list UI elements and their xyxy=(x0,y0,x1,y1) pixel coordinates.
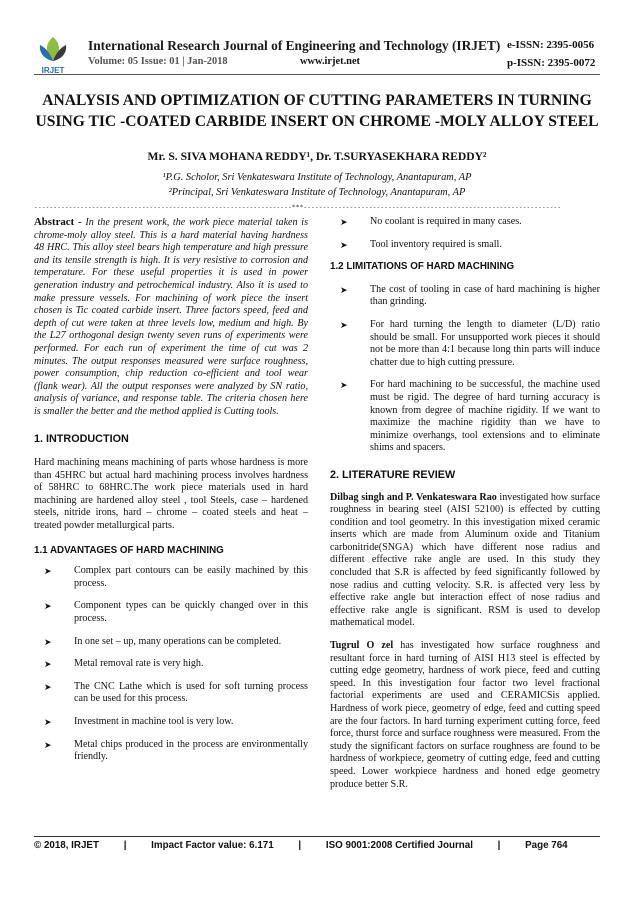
list-item: ➤ Component types can be quickly changed over in this process. xyxy=(44,600,308,625)
title-line-2: USING TIC -COATED CARBIDE INSERT ON CHROME -MOLY ALLOY STEEL xyxy=(35,113,599,130)
list-item: ➤ For hard machining to be successful, the machine used must be rigid. The degree of hard turning accuracy is known from degree of machine rigidity. If we want to maximize the machine rigidity than we have to minimize overhangs, tool extensions and to eliminate shims and spacers. xyxy=(340,379,600,454)
literature-review xyxy=(330,492,600,792)
eissn: e-ISSN: 2395-0056 xyxy=(507,39,595,51)
abstract xyxy=(34,216,308,419)
paper-title xyxy=(34,90,600,132)
arrow-bullet-icon: ➤ xyxy=(340,380,348,391)
list-item: ➤ Metal chips produced in the process are environmentally friendly. xyxy=(44,738,308,763)
limitations-heading: 1.2 LIMITATIONS OF HARD MACHINING xyxy=(330,261,515,273)
list-item: ➤ No coolant is required in many cases. xyxy=(340,216,522,227)
advantages-list xyxy=(34,565,308,764)
list-item: ➤ Metal removal rate is very high. xyxy=(44,658,204,670)
arrow-bullet-icon: ➤ xyxy=(44,739,52,750)
footer-copyright: © 2018, IRJET xyxy=(34,840,99,851)
affiliation-2: ²Principal, Sri Venkateswara Institute of Technology, Anantapuram, AP xyxy=(168,187,466,198)
literature-heading: 2. LITERATURE REVIEW xyxy=(330,468,456,481)
abstract-text: In the present work, the work piece material taken is chrome-moly alloy steel. This is a hard material having hardness 48 HRC. This alloy steel bears high temperature and high pressure and its tensile strength is high. It is very resistive to corrosion and temperature. For these useful properties it is used in power generation industry and petrochemical industry. Also it is used to make pressure vessels. For machining of work piece the insert chosen is Tic coated carbide insert. Three factors speed, feed and depth of cut were taken at three levels low, medium and high. By the L27 orthogonal design twenty seven runs of experiments were performed. For each run of experiment the time of cut was 2 minutes. The output responses measured were surface roughness, power consumption, chip reduction co-efficient and tool wear (flank wear). All the output responses were analyzed by SN ratio, analysis of variance, and response table. The criteria chosen here is smaller the better and the method applied is Cutting tools. xyxy=(34,217,309,417)
arrow-bullet-icon: ➤ xyxy=(44,659,52,670)
journal-title: International Research Journal of Engineering and Technology (IRJET) xyxy=(88,38,501,53)
logo-text: IRJET xyxy=(41,66,65,75)
list-item: ➤ Complex part contours can be easily machined by this process. xyxy=(44,565,308,589)
list-item: ➤ In one set – up, many operations can be completed. xyxy=(44,635,282,647)
author-name: Tugrul O zel xyxy=(330,640,394,652)
arrow-bullet-icon: ➤ xyxy=(44,636,52,647)
literature-paragraph-1: Dilbag singh and P. Venkateswara Rao investigated how surface roughness in bearing steel (AISI 52100) is effected by cutting condition and tool geometry. In this investigation mixed ceramic inserts which are made from Aluminum oxide and Titanium carbonitride(SNGA) which have different nose radius and different effective rake angle are used. In this study they concluded that S.R is affected by feed significantly followed by nose radius and cutting velocity. S.R. is affected very less by effective rake angle but interaction effect of nose radius and effective rake angle is significant. RSM is used to develop mathematical model. xyxy=(330,491,601,629)
arrow-bullet-icon: ➤ xyxy=(340,217,348,227)
website-link[interactable]: www.irjet.net xyxy=(300,56,361,67)
pissn: p-ISSN: 2395-0072 xyxy=(507,57,596,69)
advantages-heading: 1.1 ADVANTAGES OF HARD MACHINING xyxy=(34,544,224,556)
arrow-bullet-icon: ➤ xyxy=(340,284,348,295)
limitations-list xyxy=(330,284,600,455)
list-item: ➤ The CNC Lathe which is used for soft turning process can be used for this process. xyxy=(44,680,308,705)
affiliation-1: ¹P.G. Scholor, Sri Venkateswara Institute of Technology, Anantapuram, AP xyxy=(162,172,472,183)
arrow-bullet-icon: ➤ xyxy=(44,681,52,692)
title-line-1: ANALYSIS AND OPTIMIZATION OF CUTTING PARAMETERS IN TURNING xyxy=(42,92,592,109)
arrow-bullet-icon: ➤ xyxy=(44,717,52,727)
abstract-label: Abstract - xyxy=(34,216,82,228)
arrow-bullet-icon: ➤ xyxy=(44,566,52,577)
arrow-bullet-icon: ➤ xyxy=(44,601,52,612)
header-divider xyxy=(34,74,600,75)
list-item: ➤ Tool inventory required is small. xyxy=(340,238,502,250)
arrow-bullet-icon: ➤ xyxy=(340,239,348,250)
footer-divider xyxy=(34,836,600,837)
list-item: ➤ For hard turning the length to diameter (L/D) ratio should be small. For unsupported work pieces it should not be more than 4:1 because long thin parts will induce chatter due to high cutting pressure. xyxy=(340,318,600,368)
footer-iso: ISO 9001:2008 Certified Journal xyxy=(325,840,473,851)
advantages-list-continued xyxy=(330,216,600,251)
footer-page-number: Page 764 xyxy=(525,840,568,851)
intro-text: Hard machining means machining of parts whose hardness is more than 45HRC but actual hard machining process involves hardness of 58HRC to 68HRC.The work piece materials used in hard machining are hardened alloy steel , tool Steels, case – hardened steels, nitride irons, hard – chrome – coated steels and heat – treated powder metallurgical parts. xyxy=(34,457,308,532)
footer-impact-factor: Impact Factor value: 6.171 xyxy=(151,840,274,851)
authors: Mr. S. SIVA MOHANA REDDY¹, Dr. T.SURYASEKHARA REDDY² xyxy=(147,150,487,163)
footer: © 2018, IRJET | Impact Factor value: 6.171 | ISO 9001:2008 Certified Journal | Page 764 xyxy=(34,840,568,851)
list-item: ➤ Investment in machine tool is very low. xyxy=(44,716,234,727)
intro-heading: 1. INTRODUCTION xyxy=(34,432,129,445)
list-item: ➤ The cost of tooling in case of hard machining is higher than grinding. xyxy=(340,283,600,308)
volume-issue: Volume: 05 Issue: 01 | Jan-2018 xyxy=(88,56,228,67)
irjet-logo xyxy=(34,33,72,75)
arrow-bullet-icon: ➤ xyxy=(340,319,348,330)
left-column xyxy=(34,216,308,764)
author-name: Dilbag singh and P. Venkateswara Rao xyxy=(330,491,497,503)
right-column xyxy=(330,216,600,791)
literature-paragraph-2: Tugrul O zel has investigated how surface roughness and resultant force in hard turning of AISI H13 steel is effected by cutting edge geometry, hardness of work piece, feed and cutting speed. In this investigation four factor two level fractional factorial experiments are used and CERAMICSis applied. Hardness of work piece, geometry of edge, feed and cutting speed are the four factors. In hard turning experiment cutting force, feed force, thurst force and surface roughness were measured. From the study the significant factors on surface roughness are found to be hardness of workpiece, geometry of cutting edge, feed and cutting speed. Lower workpiece hardness and honed edge geometry produce better S.R. xyxy=(330,640,600,790)
section-separator: -------------------------------------------------------------------***------------------------------------------------------------------- xyxy=(34,203,562,211)
